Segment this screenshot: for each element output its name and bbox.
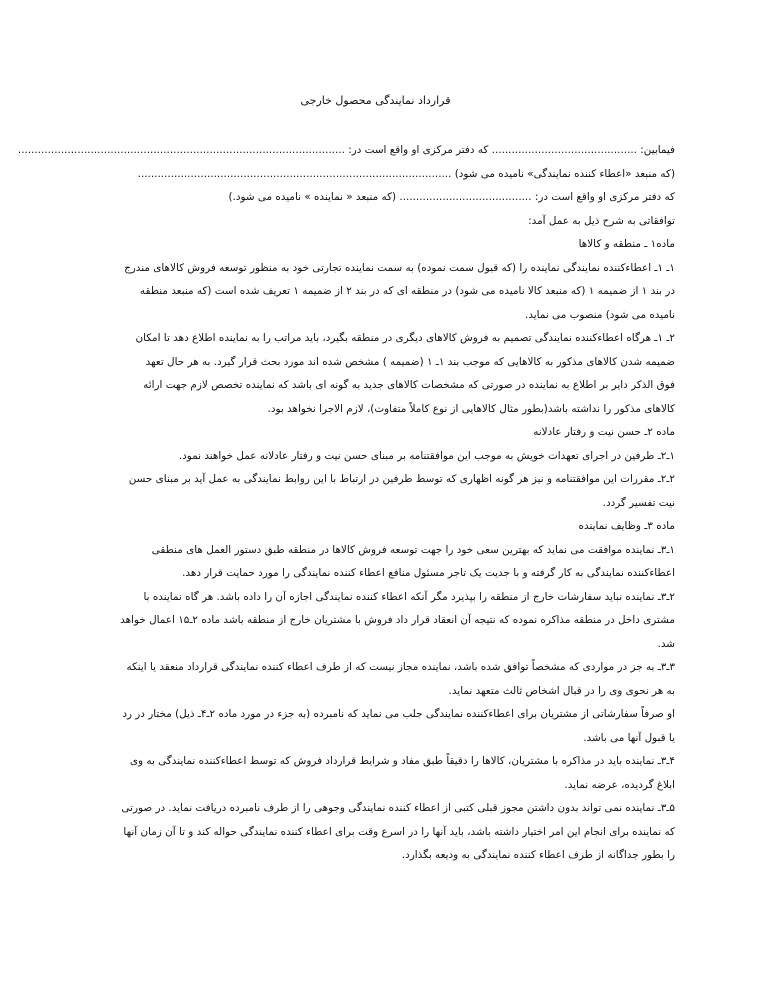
text-line: شد.	[657, 637, 675, 650]
text-line: کالاهای مذکور را نداشته باشد(بطور مثال کالاهایی از نوع کاملاً متفاوت)، لازم الاجرا نخواهد بود.	[267, 402, 675, 415]
section-heading: ماده ۲ـ حسن نیت و رفتار عادلانه	[533, 426, 675, 438]
text-line: ابلاغ گردیده، عرضه نماید.	[564, 778, 675, 791]
text-line: فیمابین: ............................................ که دفتر مرکزی او واقع است در: ...................................................................................................	[17, 144, 675, 156]
text-line: ۳ـ۳ـ به جز در مواردی که مشخصاً توافق شده باشد، نماینده مجاز نیست که از طرف اعطاء کننده نمایندگی قرارداد منعقد یا اینکه	[126, 661, 675, 673]
text-line: نیت تفسیر گردد.	[602, 496, 675, 509]
text-line: (که منبعد «اعطاء کننده نمایندگی» نامیده می شود) ...............................................................................................	[137, 167, 675, 180]
text-line: او صرفاً سفارشاتی از مشتریان برای اعطاءکننده نمایندگی جلب می نماید که نامبرده (به جزء در مورد ماده ۲ـ۴ـ ذیل) مختار در رد	[122, 708, 675, 720]
text-line: در بند ۱ از ضمیمه ۱ (که منبعد کالا نامیده می شود) در منطقه ای که در بند ۲ از ضمیمه ۱ تعریف شده است (که منبعد منطقه	[139, 285, 675, 297]
text-line: ۴ـ۳ـ نماینده باید در مذاکره با مشتریان، کالاها را دقیقاً طبق مفاد و شرایط قرارداد فروش که توسط اعطاءکننده نمایندگی به وی	[129, 755, 675, 767]
text-line: ۱ـ ۱ـ اعطاءکننده نمایندگی نماینده را (که قبول سمت نموده) به سمت نماینده تجارتی خود به منظور توسعه فروش کالاهای مندرج	[124, 261, 675, 274]
document-page	[17, 0, 675, 983]
text-line: یا قبول آنها می باشد.	[583, 731, 675, 744]
text-line: ۲ـ۲ـ مقررات این موافقتنامه و نیز هر گونه اظهاری که توسط طرفین در ارتباط با این روابط نمایندگی به عمل آید بر مبنای حسن	[128, 473, 675, 485]
text-line: فوق الذکر دایر بر اطلاع به نماینده در صورتی که مشخصات کالاهای جدید به گونه ای باشد که نماینده تخصص لازم جهت ارائه	[143, 379, 675, 391]
text-line: ۲ـ ۱ـ هرگاه اعطاءکننده نمایندگی تصمیم به فروش کالاهای دیگری در منطقه بگیرد، باید مراتب را به نماینده اطلاع دهد تا امکان	[135, 332, 675, 344]
section-heading: ماده۱ ـ منطقه و کالاها	[578, 238, 675, 250]
text-line: را بطور جداگانه از طرف اعطاء کننده نمایندگی به ودیعه بگذارد.	[401, 849, 675, 861]
document-body	[17, 139, 675, 868]
text-line: که دفتر مرکزی او واقع است در: ........................................ (که منبعد « نماینده » نامیده می شود.)	[228, 191, 675, 203]
text-line: توافقاتی به شرح ذیل به عمل آمد:	[528, 214, 675, 227]
text-line: به هر نحوی وی را در قبال اشخاص ثالث متعهد نماید.	[448, 684, 675, 697]
text-line: اعطاءکننده نمایندگی به کار گرفته و با جدیت یک تاجر مسئول منافع اعطاء کننده نمایندگی را مورد حمایت قرار دهد.	[182, 567, 675, 579]
text-line: ۱ـ۲ـ طرفین در اجرای تعهدات خویش به موجب این موافقتنامه بر مبنای حسن نیت و رفتار عادلانه عمل خواهند نمود.	[178, 449, 675, 462]
text-line: ضمیمه شدن کالاهای مذکور به کالاهایی که موجب بند ۱ـ ۱ (ضمیمه ) مشخص شده اند مورد بحث قرار گیرد. به هر حال تعهد	[145, 355, 675, 368]
text-line: که نماینده برای انجام این امر اختیار داشته باشد، باید آنها را در اسرع وقت برای اعطاء کننده نمایندگی حواله کند و تا آن زمان آنها	[123, 825, 675, 838]
text-line: مشتری داخل در منطقه مذاکره نموده که نتیجه آن انعقاد قرار داد فروش با مشتریان خارج از منطقه باشد ماده ۲ـ۱۵ اعمال خواهد	[120, 614, 675, 626]
text-line: ۵ـ۳ـ نماینده نمی تواند بدون داشتن مجوز قبلی کتبی از اعطاء کننده نمایندگی وجوهی را از طرف نامبرده دریافت نماید. در صورتی	[121, 802, 675, 814]
document-title: قرارداد نمایندگی محصول خارجی	[300, 94, 451, 107]
text-line: نامیده می شود) منصوب می نماید.	[525, 308, 675, 321]
text-line: ۲ـ۳ـ نماینده نباید سفارشات خارج از منطقه را بپذیرد مگر آنکه اعطاء کننده نمایندگی اجازه آن را داده باشد. هر گاه نماینده با	[143, 590, 675, 603]
text-line: ۱ـ۳ـ نماینده موافقت می نماید که بهترین سعی خود را جهت توسعه فروش کالاها در منطقه طبق دستور العمل های منطقی	[151, 543, 675, 556]
section-heading: ماده ۳ـ وظایف نماینده	[578, 520, 675, 532]
